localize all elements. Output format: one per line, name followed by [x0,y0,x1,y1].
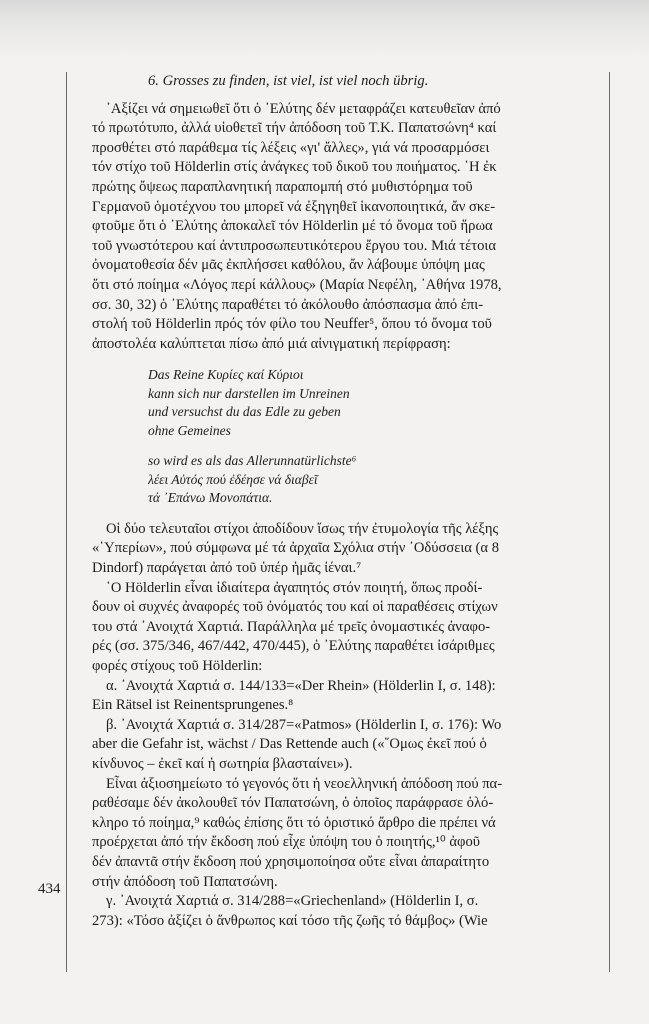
text-line: Εἶναι ἀξιοσημείωτο τό γεγονός ὅτι ἡ νεοελληνική ἀπόδοση πού πα- [106,775,503,792]
poem-line: so wird es als das Allerunnatürlichste⁶ [148,453,357,469]
text-line: aber die Gefahr ist, wächst / Das Rettende auch («῞Ομως ἐκεῖ πού ὁ [92,736,487,753]
text-line: ἀποστολέα καλύπτεται πίσω ἀπό μιά αἰνιγματική περίφραση: [92,335,451,352]
text-line: σσ. 30, 32) ὁ ᾿Ελύτης παραθέτει τό ἀκόλουθο ἀπόσπασμα ἀπό ἐπι- [92,296,484,313]
stanza-gap [148,440,602,452]
paragraph-4 [92,775,602,893]
text-line: προέρχεται ἀπό τήν ἔκδοση πού εἶχε ὑπόψη του ὁ ποιητής,¹⁰ ἀφοῦ [92,834,480,851]
poem-line: ohne Gemeines [148,422,231,438]
paragraph-2 [92,520,602,579]
right-margin-rule [609,72,610,972]
text-line: τόν στίχο τοῦ Hölderlin στίς ἀνάγκες τοῦ δικοῦ του ποιήματος. ῾Η ἐκ [92,159,497,176]
text-line: ᾿Αξίζει νά σημειωθεῖ ὅτι ὁ ᾿Ελύτης δέν μεταφράζει κατευθεῖαν ἀπό [106,100,501,117]
text-line: κίνδυνος – ἐκεῖ καί ἡ σωτηρία βλασταίνει»). [92,755,353,772]
text-line: Dindorf) παράγεται ἀπό τοῦ ὑπέρ ἡμᾶς ἰέναι.⁷ [92,560,362,576]
text-line: 273): «Τόσο ἀξίζει ὁ ἄνθρωπος καί τόσο τῆς ζωῆς τό θάμβος» (Wie [92,912,488,929]
list-item-b [92,716,602,775]
poem-quotation [92,366,602,508]
text-line: δουν οἱ συχνές ἀναφορές τοῦ ὀνόματός του καί οἱ παραθέσεις στίχων [92,599,498,616]
text-line: προσθέτει στό παράθεμα τίς λέξεις «γι' ἄλλες», γιά νά προσαρμόσει [92,139,490,156]
text-line: ὅτι στό ποίημα «Λόγος περί κάλλους» (Μαρία Νεφέλη, ᾿Αθήνα 1978, [92,276,502,293]
body-text [92,72,602,931]
text-line: ρές (σσ. 375/346, 467/442, 470/445), ὁ ᾿Ελύτης παραθέτει ἰσάριθμες [92,638,495,655]
text-line: φορές στίχους τοῦ Hölderlin: [92,657,263,674]
text-line: δέν ἀπαντᾶ στήν ἔκδοση πού χρησιμοποίησα οὔτε εἶναι ἀπαραίτητο [92,853,490,870]
page-number: 434 [38,881,61,897]
list-item-a [92,677,602,716]
text-line: ῾Ο Hölderlin εἶναι ἰδιαίτερα ἀγαπητός στόν ποιητή, ὅπως προδί- [106,579,483,596]
poem-line: und versuchst du das Edle zu geben [148,404,341,420]
text-line: στήν ἀπόδοση τοῦ Παπατσώνη. [92,873,278,890]
poem-line: λέει Αὐτός πού ἐδέησε νά διαβεῖ [148,471,318,487]
text-line: κληρο τό ποίημα,⁹ καθώς ἐπίσης ὅτι τό ὁριστικό ἄρθρο die πρέπει νά [92,814,496,831]
text-line: στολή τοῦ Hölderlin πρός τόν φίλο του Neuffer⁵, ὅπου τό ὄνομα τοῦ [92,316,492,333]
list-item-c [92,892,602,931]
text-line: «῾Υπερίων», πού σύμφωνα μέ τά ἀρχαῖα Σχόλια στήν ᾿Οδύσσεια (α 8 [92,540,499,557]
poem-line: kann sich nur darstellen im Unreinen [148,385,350,401]
text-line: γ. ᾿Ανοιχτά Χαρτιά σ. 314/288=«Griechenland» (Hölderlin I, σ. [106,893,479,910]
text-line: Οἱ δύο τελευταῖοι στίχοι ἀποδίδουν ἴσως τήν ἐτυμολογία τῆς λέξης [106,520,499,537]
text-line: Γερμανοῦ ὁμοτέχνου του μπορεῖ νά ἐξηγηθεῖ ἱκανοποιητικά, ἄν σκε- [92,198,496,215]
text-line: πρώτης ὄψεως παραπλανητική παραπομπή στό μυθιστόρημα τοῦ [92,178,473,195]
text-line: ραθέσαμε δέν ἀκολουθεῖ τόν Παπατσώνη, ὁ ὁποῖος παράφρασε ὁλό- [92,795,494,812]
text-line: ὀνοματοθεσία δέν μᾶς ἐκπλήσσει καθόλου, ἄν λάβουμε ὑπόψη μας [92,257,485,274]
paragraph-3 [92,579,602,677]
scan-shadow [0,0,649,60]
paragraph-1 [92,100,602,355]
text-line: του στά ᾿Ανοιχτά Χαρτιά. Παράλληλα μέ τρεῖς ὀνομαστικές ἀναφο- [92,618,491,635]
text-line: β. ᾿Ανοιχτά Χαρτιά σ. 314/287=«Patmos» (Hölderlin I, σ. 176): Wo [106,716,502,733]
text-line: τό πρωτότυπο, ἀλλά υἱοθετεῖ τήν ἀπόδοση τοῦ Τ.Κ. Παπατσώνη⁴ καί [92,120,497,137]
text-line: τοῦ γνωστότερου καί ἀντιπροσωπευτικότερου ἔργου του. Μιά τέτοια [92,237,496,254]
text-line: φτοῦμε ὅτι ὁ ᾿Ελύτης ἀποκαλεῖ τόν Hölderlin μέ τό ὄνομα τοῦ ἥρωα [92,218,493,235]
section-heading: 6. Grosses zu finden, ist viel, ist viel noch übrig. [148,73,429,89]
poem-line: Das Reine Κυρίες καί Κύριοι [148,367,304,383]
poem-line: τά ᾿Επάνω Μονοπάτια. [148,490,273,506]
text-line: Ein Rätsel ist Reinentsprungenes.⁸ [92,697,294,714]
text-line: α. ᾿Ανοιχτά Χαρτιά σ. 144/133=«Der Rhein» (Hölderlin I, σ. 148): [106,677,496,694]
left-margin-rule [66,72,67,972]
